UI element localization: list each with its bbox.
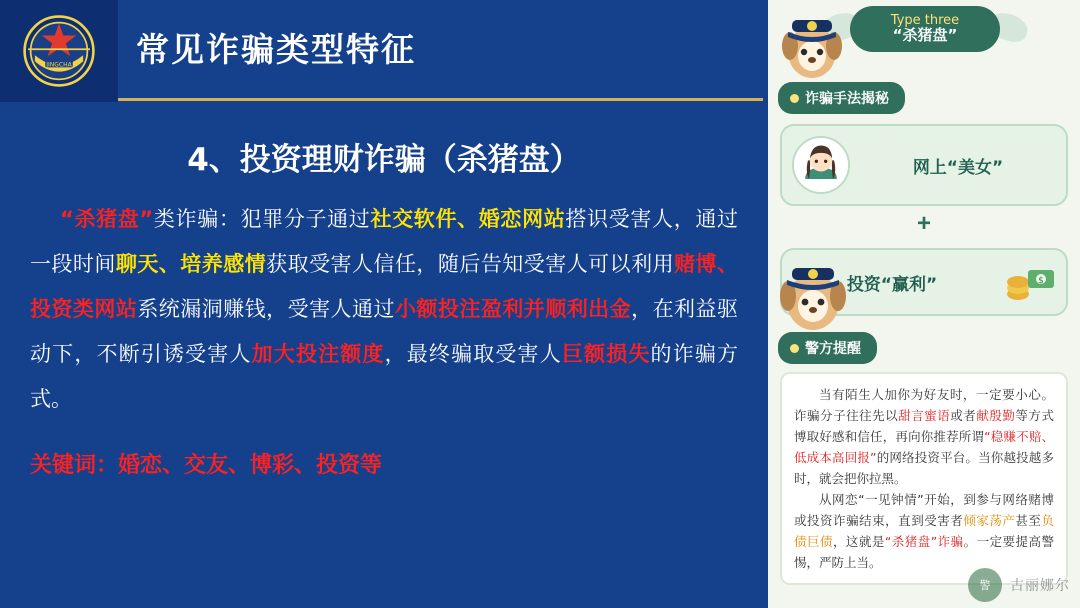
paragraph-segment: 系统漏洞赚钱，受害人通过 bbox=[137, 297, 395, 321]
dog-police-mascot-2-icon bbox=[774, 248, 852, 334]
paragraph-segment: 搭识受害人，通过一段时间 bbox=[30, 207, 739, 276]
note-card bbox=[780, 372, 1068, 585]
note-highlight: 负债巨债 bbox=[794, 513, 1054, 549]
tag-method bbox=[778, 82, 905, 114]
police-emblem-icon bbox=[16, 8, 102, 94]
page-title: 常见诈骗类型特征 bbox=[136, 30, 416, 69]
ribbon-line1: Type three bbox=[890, 13, 960, 29]
dog-police-mascot-icon bbox=[776, 2, 848, 82]
emblem-container bbox=[0, 0, 118, 102]
row2-label: 投资“赢利” bbox=[846, 274, 938, 295]
paragraph-segment: “杀猪盘” bbox=[60, 207, 154, 231]
paragraph-segment: 获取受害人信任，随后告知受害人可以利用 bbox=[266, 252, 675, 276]
paragraph-segment: 聊天、培养感情 bbox=[115, 252, 267, 276]
row-beauty bbox=[792, 136, 1056, 194]
svg-text:JINGCHA: JINGCHA bbox=[46, 61, 72, 69]
money-coins-icon bbox=[1002, 260, 1056, 304]
note-highlight: 倾家荡产 bbox=[963, 513, 1016, 528]
header-divider bbox=[118, 98, 763, 101]
watermark-badge: 警 bbox=[968, 568, 1002, 602]
type-ribbon bbox=[850, 6, 1000, 52]
watermark bbox=[968, 568, 1070, 602]
paragraph-segment: 赌博、投资类网站 bbox=[30, 252, 738, 321]
paragraph-segment: 巨额损失 bbox=[561, 342, 651, 366]
main-content bbox=[0, 102, 768, 608]
row1-label: 网上“美女” bbox=[912, 157, 1004, 178]
paragraph-segment: 类诈骗：犯罪分子通过 bbox=[153, 207, 371, 231]
note-paragraph-1: 当有陌生人加你为好友时，一定要小心。诈骗分子往往先以甜言蜜语或者献殷勤等方式博取好感和信任，再向你推荐所谓“稳赚不赔、低成本高回报”的网络投资平台。当你越投越多时，就会把你拉黑。 bbox=[794, 387, 1054, 486]
tag-police-reminder bbox=[778, 332, 877, 364]
paragraph-segment: ，最终骗取受害人 bbox=[384, 342, 562, 366]
tag-method-label: 诈骗手法揭秘 bbox=[805, 91, 889, 107]
paragraph-segment: 小额投注盈利并顺利出金 bbox=[394, 297, 632, 321]
tag-police-label: 警方提醒 bbox=[805, 341, 861, 357]
paragraph-segment: 社交软件、婚恋网站 bbox=[370, 207, 566, 231]
body-paragraph bbox=[30, 197, 738, 422]
paragraph-segment: 的诈骗方式。 bbox=[30, 342, 739, 411]
dot-icon-2 bbox=[790, 344, 799, 353]
watermark-label: 古丽娜尔 bbox=[1010, 578, 1070, 594]
card-online-beauty bbox=[780, 124, 1068, 206]
keywords-line: 关键词：婚恋、交友、博彩、投资等 bbox=[30, 453, 383, 478]
plus-sign: + bbox=[916, 210, 931, 237]
note-highlight: 甜言蜜语 bbox=[898, 408, 951, 423]
note-highlight: 献殷勤 bbox=[976, 408, 1016, 423]
note-paragraph-2: 从网恋“一见钟情”开始，到参与网络赌博或投资诈骗结束，直到受害者倾家荡产甚至负债巨债，这就是“杀猪盘”诈骗。一定要提高警惕，严防上当。 bbox=[794, 492, 1054, 570]
paragraph-segment: 加大投注额度 bbox=[251, 342, 385, 366]
note-highlight: “稳赚不赔、低成本高回报” bbox=[794, 429, 1054, 465]
svg-text:$: $ bbox=[1038, 276, 1044, 286]
paragraph-segment: ，在利益驱动下，不断引诱受害人 bbox=[30, 297, 738, 366]
section-title: 4、投资理财诈骗（杀猪盘） bbox=[187, 142, 581, 178]
panel-header bbox=[768, 0, 1080, 72]
ribbon-line2: “杀猪盘” bbox=[892, 25, 958, 44]
woman-avatar-icon bbox=[792, 136, 850, 194]
infographic-panel bbox=[768, 0, 1080, 608]
note-highlight: “杀猪盘”诈骗 bbox=[884, 534, 964, 549]
dot-icon bbox=[790, 94, 799, 103]
